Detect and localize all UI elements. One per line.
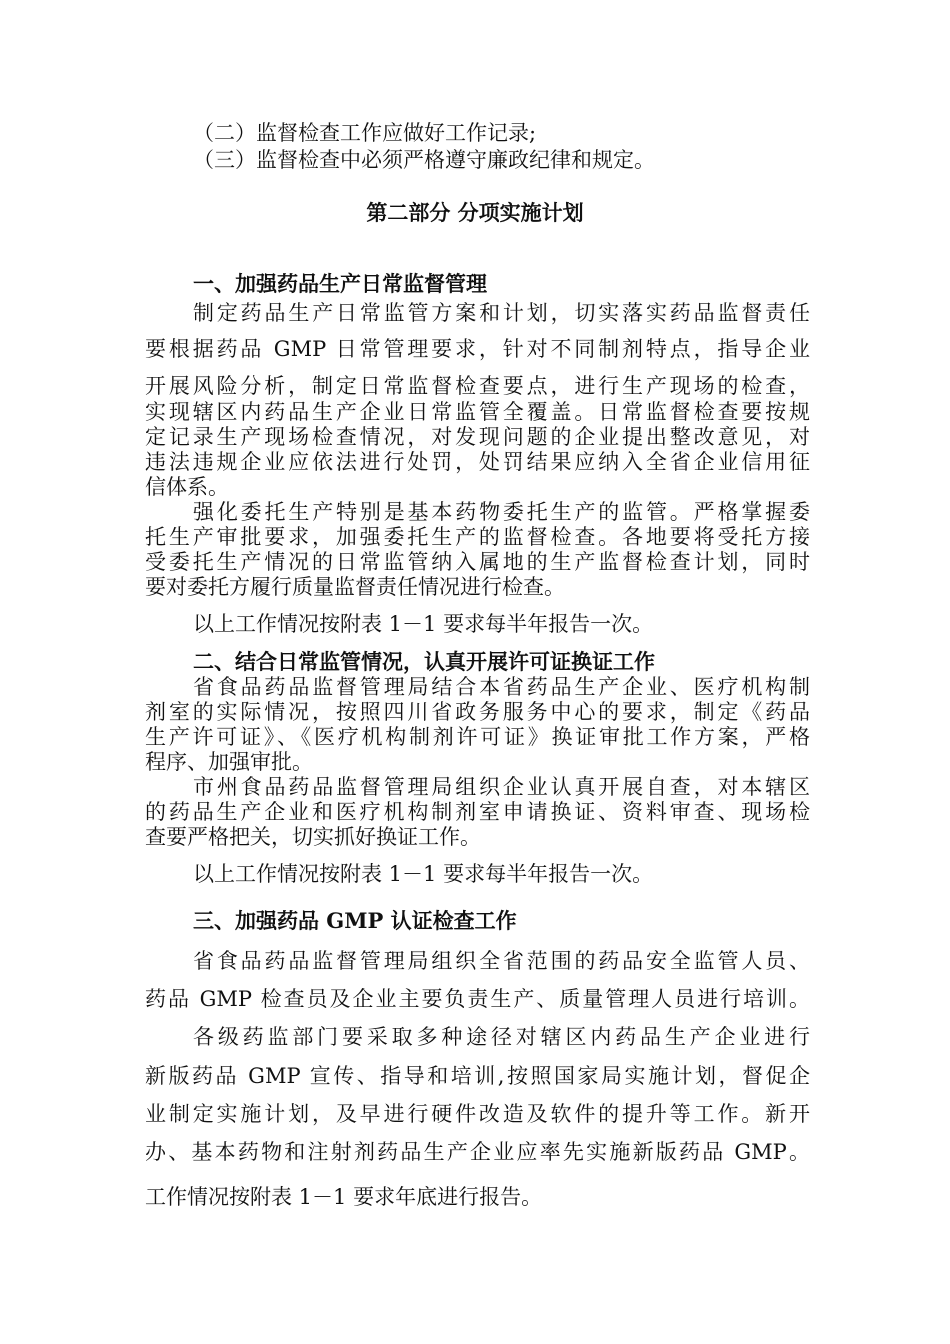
paragraph-line: 实现辖区内药品生产企业日常监管全覆盖。日常监督检查要按规 bbox=[145, 400, 810, 424]
paragraph-line: 开展风险分析，制定日常监督检查要点，进行生产现场的检查， bbox=[145, 374, 810, 398]
paragraph-line: 信体系。 bbox=[145, 475, 229, 499]
paragraph-line: 要对委托方履行质量监督责任情况进行检查。 bbox=[145, 575, 565, 599]
part-title: 第二部分 分项实施计划 bbox=[366, 200, 584, 225]
paragraph-line: 办、基本药物和注射剂药品生产企业应率先实施新版药品 GMP。 bbox=[145, 1140, 810, 1164]
paragraph-line: 强化委托生产特别是基本药物委托生产的监管。严格掌握委 bbox=[193, 500, 810, 524]
section-heading-3: 三、加强药品 GMP 认证检查工作 bbox=[193, 908, 517, 933]
report-note: 工作情况按附表 1－1 要求年底进行报告。 bbox=[145, 1185, 543, 1209]
report-note: 以上工作情况按附表 1－1 要求每半年报告一次。 bbox=[193, 862, 654, 886]
paragraph-line: 制定药品生产日常监管方案和计划，切实落实药品监督责任 bbox=[193, 301, 810, 325]
paragraph-line: 省食品药品监督管理局组织全省范围的药品安全监管人员、 bbox=[193, 949, 810, 973]
paragraph-line: 各级药监部门要采取多种途径对辖区内药品生产企业进行 bbox=[193, 1025, 810, 1049]
paragraph-line: 市州食品药品监督管理局组织企业认真开展自查，对本辖区 bbox=[193, 775, 810, 799]
list-item: （三）监督检查中必须严格遵守廉政纪律和规定。 bbox=[193, 148, 655, 172]
paragraph-line: 程序、加强审批。 bbox=[145, 750, 313, 774]
paragraph-line: 要根据药品 GMP 日常管理要求，针对不同制剂特点，指导企业 bbox=[145, 337, 810, 361]
paragraph-line: 药品 GMP 检查员及企业主要负责生产、质量管理人员进行培训。 bbox=[145, 987, 810, 1011]
report-note: 以上工作情况按附表 1－1 要求每半年报告一次。 bbox=[193, 612, 654, 636]
paragraph-line: 托生产审批要求，加强委托生产的监督检查。各地要将受托方接 bbox=[145, 525, 810, 549]
paragraph-line: 新版药品 GMP 宣传、指导和培训,按照国家局实施计划，督促企 bbox=[145, 1064, 810, 1088]
paragraph-line: 业制定实施计划，及早进行硬件改造及软件的提升等工作。新开 bbox=[145, 1102, 810, 1126]
paragraph-line: 定记录生产现场检查情况，对发现问题的企业提出整改意见，对 bbox=[145, 425, 810, 449]
paragraph-line: 剂室的实际情况，按照四川省政务服务中心的要求，制定《药品 bbox=[145, 700, 810, 724]
paragraph-line: 省食品药品监督管理局结合本省药品生产企业、医疗机构制 bbox=[193, 675, 810, 699]
paragraph-line: 生产许可证》、《医疗机构制剂许可证》换证审批工作方案，严格 bbox=[145, 725, 810, 749]
paragraph-line: 查要严格把关，切实抓好换证工作。 bbox=[145, 825, 481, 849]
section-heading-1: 一、加强药品生产日常监督管理 bbox=[193, 271, 487, 296]
paragraph-line: 的药品生产企业和医疗机构制剂室申请换证、资料审查、现场检 bbox=[145, 800, 810, 824]
paragraph-line: 受委托生产情况的日常监管纳入属地的生产监督检查计划，同时 bbox=[145, 550, 810, 574]
list-item: （二）监督检查工作应做好工作记录; bbox=[193, 121, 537, 145]
paragraph-line: 违法违规企业应依法进行处罚，处罚结果应纳入全省企业信用征 bbox=[145, 450, 810, 474]
section-heading-2: 二、结合日常监管情况，认真开展许可证换证工作 bbox=[193, 649, 655, 674]
